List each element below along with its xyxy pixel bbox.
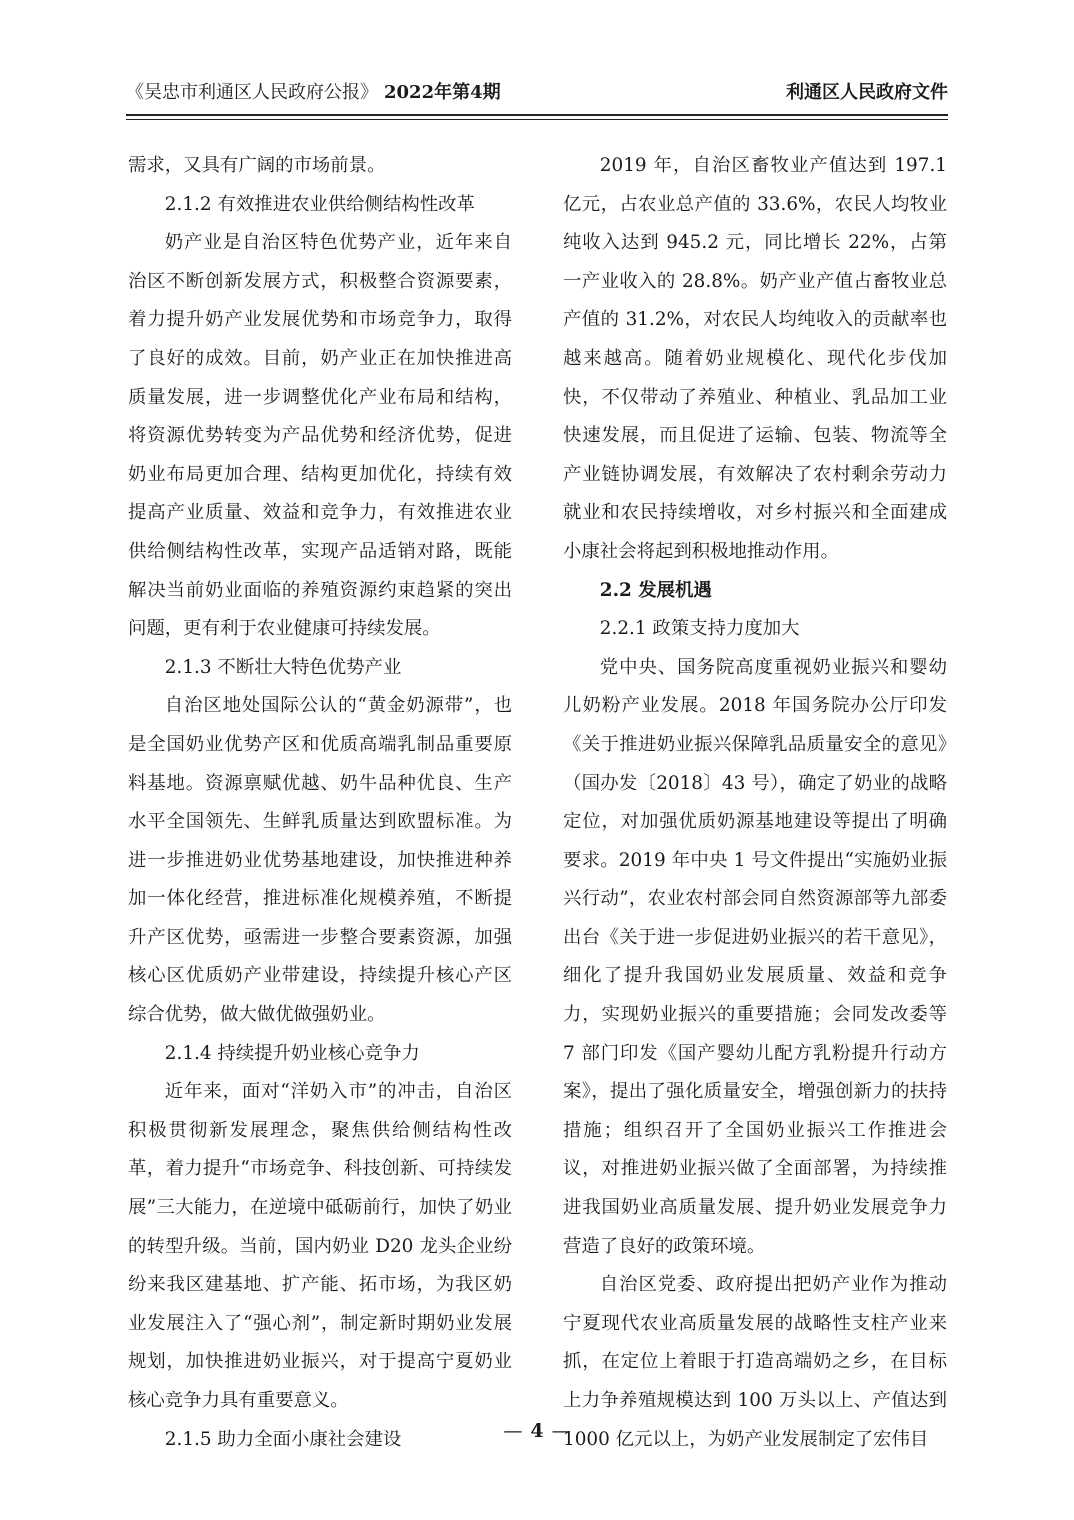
- body-paragraph: 近年来，面对“洋奶入市”的冲击，自治区积极贯彻新发展理念，聚焦供给侧结构性改革，着力提升“市场竞争、科技创新、可持续发展”三大能力，在逆境中砥砺前行，加快了奶业的转型升级。当前，国内奶业 D20 龙头企业纷纷来我区建基地、扩产能、拓市场，为我区奶业发展注入了“强心剂”，制定新时期奶业发展规划，加快推进奶业振兴，对于提高宁夏奶业核心竞争力具有重要意义。: [128, 1081, 512, 1411]
- body-paragraph: 2019 年，自治区畜牧业产值达到 197.1 亿元，占农业总产值的 33.6%，农民人均牧业纯收入达到 945.2 元，同比增长 22%，占第一产业收入的 28.8%。奶产业产值占畜牧业总产值的 31.2%，对农民人均纯收入的贡献率也越来越高。随着奶业规模化、现代化步伐加快，不仅带动了养殖业、种植业、乳品加工业快速发展，而且促进了运输、包装、物流等全产业链协调发展，有效解决了农村剩余劳动力就业和农民持续增收，对乡村振兴和全面建成小康社会将起到积极地推动作用。: [563, 155, 947, 562]
- page-number: 4: [530, 1420, 544, 1442]
- section-title: 利通区人民政府文件: [786, 82, 948, 103]
- footer-dash-left: —: [503, 1420, 523, 1442]
- body-paragraph: 自治区地处国际公认的“黄金奶源带”，也是全国奶业优势产区和优质高端乳制品重要原料基地。资源禀赋优越、奶牛品种优良、生产水平全国领先、生鲜乳质量达到欧盟标准。为进一步推进奶业优势基地建设，加快推进种养加一体化经营，推进标准化规模养殖，不断提升产区优势，亟需进一步整合要素资源，加强核心区优质奶产业带建设，持续提升核心产区综合优势，做大做优做强奶业。: [128, 695, 512, 1026]
- subheading: 2.1.4 持续提升奶业核心竞争力: [164, 1042, 420, 1064]
- header-rule-thick: [126, 114, 948, 116]
- page-footer: [0, 1416, 1074, 1446]
- body-paragraph: 自治区党委、政府提出把奶产业作为推动宁夏现代农业高质量发展的战略性支柱产业来抓，在定位上着眼于打造高端奶之乡，在目标上力争养殖规模达到 100 万头以上、产值达到 1000 亿元以上，为奶产业发展制定了宏伟目: [563, 1274, 947, 1450]
- section-heading: 2.2 发展机遇: [599, 579, 712, 601]
- subheading: 2.1.3 不断壮大特色优势产业: [164, 656, 402, 678]
- publication-title: 《吴忠市利通区人民政府公报》: [126, 82, 378, 103]
- subheading: 2.1.2 有效推进农业供给侧结构性改革: [164, 193, 475, 215]
- body-paragraph: 奶产业是自治区特色优势产业，近年来自治区不断创新发展方式，积极整合资源要素，着力提升奶产业发展优势和市场竞争力，取得了良好的成效。目前，奶产业正在加快推进高质量发展，进一步调整优化产业布局和结构，将资源优势转变为产品优势和经济优势，促进奶业布局更加合理、结构更加优化，持续有效提高产业质量、效益和竞争力，有效推进农业供给侧结构性改革，实现产品适销对路，既能解决当前奶业面临的养殖资源约束趋紧的突出问题，更有利于农业健康可持续发展。: [128, 232, 512, 640]
- issue-number: 2022年第4期: [384, 82, 501, 103]
- footer-dash-right: —: [551, 1420, 571, 1442]
- right-column: [563, 147, 947, 1459]
- body-paragraph: 党中央、国务院高度重视奶业振兴和婴幼儿奶粉产业发展。2018 年国务院办公厅印发《关于推进奶业振兴保障乳品质量安全的意见》（国办发〔2018〕43 号），确定了奶业的战略定位，对加强优质奶源基地建设等提出了明确要求。2019 年中央 1 号文件提出“实施奶业振兴行动”，农业农村部会同自然资源部等九部委出台《关于进一步促进奶业振兴的若干意见》，细化了提升我国奶业发展质量、效益和竞争力，实现奶业振兴的重要措施；会同发改委等 7 部门印发《国产婴幼儿配方乳粉提升行动方案》，提出了强化质量安全，增强创新力的扶持措施；组织召开了全国奶业振兴工作推进会议，对推进奶业振兴做了全面部署，为持续推进我国奶业高质量发展、提升奶业发展竞争力营造了良好的政策环境。: [563, 656, 947, 1257]
- continuation-paragraph: 需求，又具有广阔的市场前景。: [128, 155, 386, 176]
- header-publication-line: [126, 76, 501, 110]
- page-header: [126, 76, 948, 110]
- left-column: [128, 147, 512, 1459]
- header-rule-thin: [126, 119, 948, 120]
- subheading: 2.1.5 助力全面小康社会建设: [164, 1428, 402, 1450]
- subheading: 2.2.1 政策支持力度加大: [599, 618, 800, 640]
